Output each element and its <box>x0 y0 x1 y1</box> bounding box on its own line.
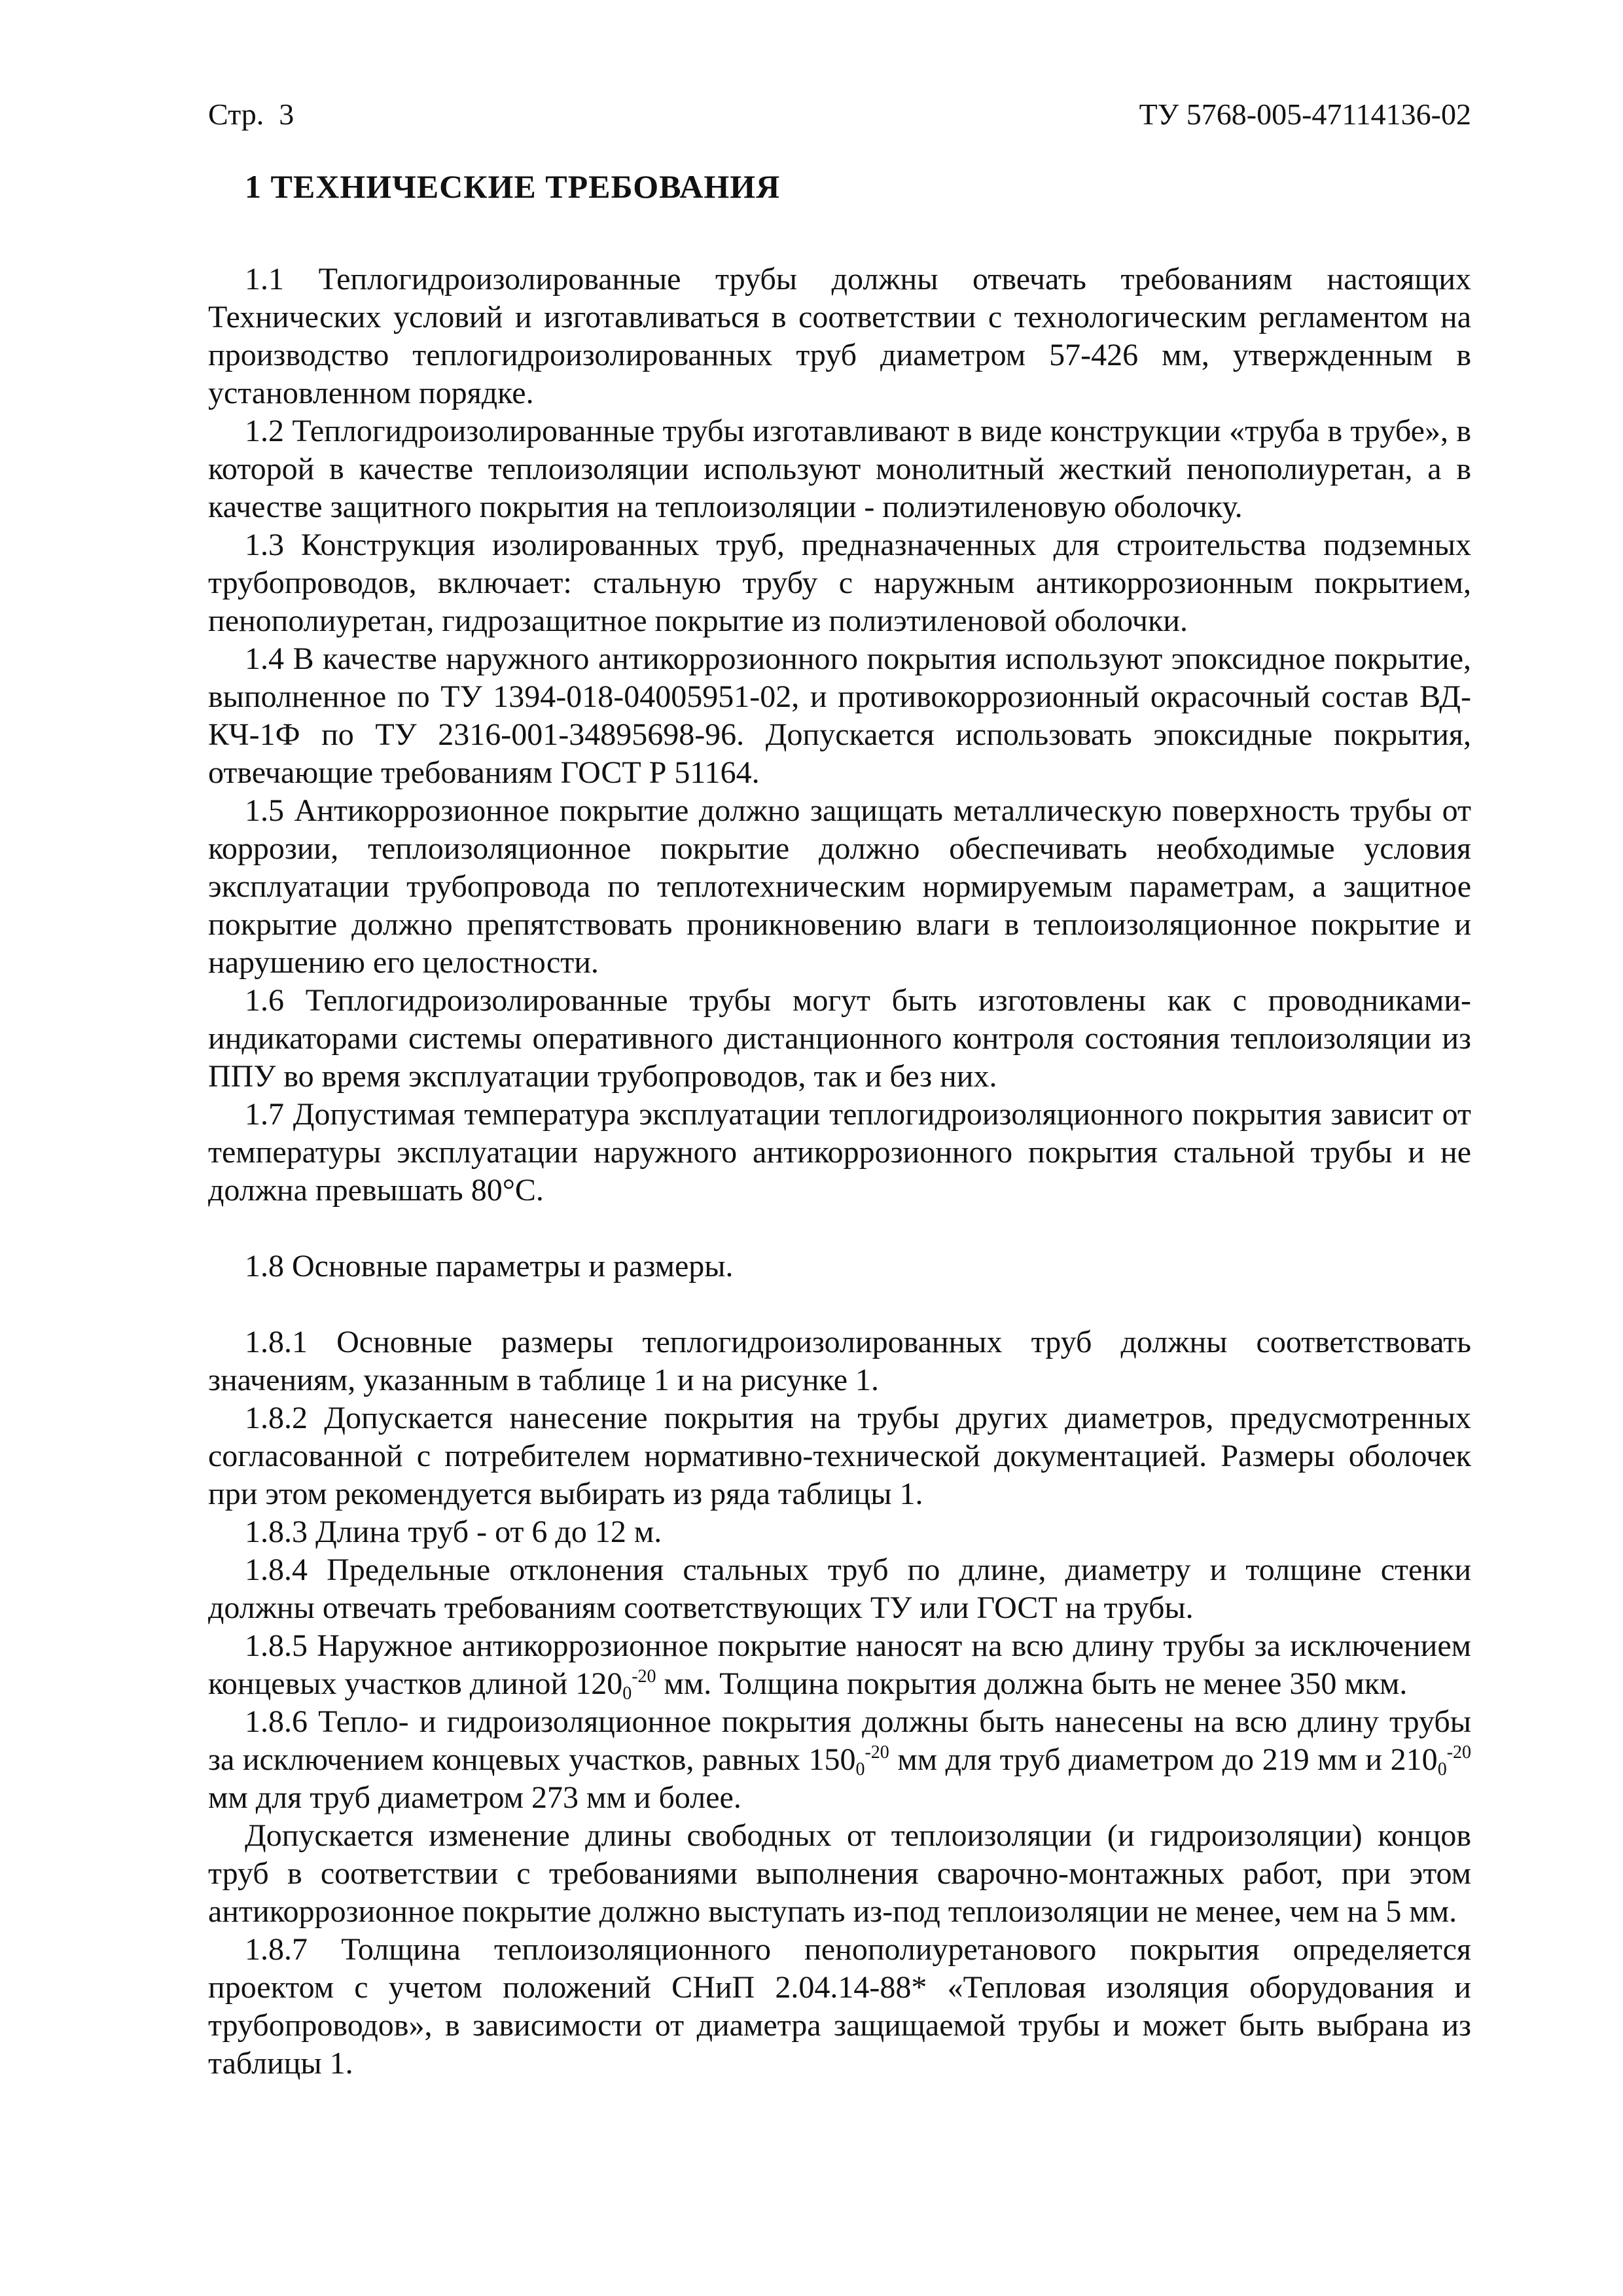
p186-text-3: мм для труб диаметром 273 мм и более. <box>208 1780 741 1815</box>
paragraph-1-5: 1.5 Антикоррозионное покрытие должно защищать металлическую поверхность трубы от коррозии, теплоизоляционное покрытие должно обеспечивать необходимые условия эксплуатации трубопровода по теплотехническим нормируемым параметрам, а защитное покрытие должно препятствовать проникновению влаги в теплоизоляционное покрытие и нарушению его целостности. <box>208 793 1471 980</box>
paragraph-1-8: 1.8 Основные параметры и размеры. <box>245 1249 734 1283</box>
page-number-label <box>208 92 294 137</box>
paragraph-1-8-3: 1.8.3 Длина труб - от 6 до 12 м. <box>245 1515 662 1549</box>
p186-subscript-2: 0 <box>1437 1759 1447 1780</box>
p185-superscript: -20 <box>632 1666 656 1687</box>
paragraph-1-8-7: 1.8.7 Толщина теплоизоляционного пенополиуретанового покрытия определяется проектом с учетом положений СНиП 2.04.14-88* «Тепловая изоляция оборудования и трубопроводов», в зависимости от диаметра защищаемой трубы и может быть выбрана из таблицы 1. <box>208 1932 1471 2081</box>
page-header <box>208 92 1471 137</box>
p185-text-after: мм. Толщина покрытия должна быть не менее 350 мкм. <box>656 1666 1408 1701</box>
p186-text-2: мм для труб диаметром до 219 мм и 210 <box>889 1742 1438 1777</box>
document-code: ТУ 5768-005-47114136-02 <box>1139 98 1471 131</box>
paragraph-1-6: 1.6 Теплогидроизолированные трубы могут быть изготовлены как с проводниками-индикаторами системы оперативного дистанционного контроля состояния теплоизоляции из ППУ во время эксплуатации трубопроводов, так и без них. <box>208 983 1471 1094</box>
paragraph-1-3: 1.3 Конструкция изолированных труб, предназначенных для строительства подземных трубопроводов, включает: стальную трубу с наружным антикоррозионным покрытием, пенополиуретан, гидрозащитное покрытие из полиэтиленовой оболочки. <box>208 528 1471 638</box>
p185-text-before: 1.8.5 Наружное антикоррозионное покрытие наносят на всю длину трубы за исключением концевых участков длиной 120 <box>208 1628 1471 1701</box>
paragraph-1-1: 1.1 Теплогидроизолированные трубы должны отвечать требованиям настоящих Технических условий и изготавливаться в соответствии с технологическим регламентом на производство теплогидроизолированных труб диаметром 57-426 мм, утвержденным в установленном порядке. <box>208 262 1471 410</box>
paragraph-1-8-1: 1.8.1 Основные размеры теплогидроизолированных труб должны соответствовать значениям, указанным в таблице 1 и на рисунке 1. <box>208 1325 1471 1397</box>
paragraph-1-2: 1.2 Теплогидроизолированные трубы изготавливают в виде конструкции «труба в трубе», в которой в качестве теплоизоляции используют монолитный жесткий пенополиуретан, а в качестве защитного покрытия на теплоизоляции - полиэтиленовую оболочку. <box>208 414 1471 524</box>
p186-superscript-2: -20 <box>1446 1742 1472 1763</box>
page-number: 3 <box>279 98 294 131</box>
page-label: Стр. <box>208 98 264 131</box>
p186-text-1: 1.8.6 Тепло- и гидроизоляционное покрытия должны быть нанесены на всю длину трубы за исключением концевых участков, равных 150 <box>208 1704 1471 1777</box>
p186-superscript-1: -20 <box>865 1742 889 1763</box>
paragraph-1-7: 1.7 Допустимая температура эксплуатации теплогидроизоляционного покрытия зависит от температуры эксплуатации наружного антикоррозионного покрытия стальной трубы и не должна превышать 80°С. <box>208 1097 1471 1208</box>
section-title: 1 ТЕХНИЧЕСКИЕ ТРЕБОВАНИЯ <box>245 168 781 205</box>
paragraph-1-8-4: 1.8.4 Предельные отклонения стальных труб по длине, диаметру и толщине стенки должны отвечать требованиям соответствующих ТУ или ГОСТ на трубы. <box>208 1552 1471 1625</box>
document-body <box>208 164 1471 2083</box>
p185-subscript: 0 <box>622 1683 632 1704</box>
paragraph-1-4: 1.4 В качестве наружного антикоррозионного покрытия используют эпоксидное покрытие, выполненное по ТУ 1394-018-04005951-02, и противокоррозионный окрасочный состав ВД-КЧ-1Ф по ТУ 2316-001-34895698-96. Допускается использовать эпоксидные покрытия, отвечающие требованиям ГОСТ Р 51164. <box>208 641 1471 790</box>
paragraph-1-8-6-continued: Допускается изменение длины свободных от теплоизоляции (и гидроизоляции) концов труб в соответствии с требованиями выполнения сварочно-монтажных работ, при этом антикоррозионное покрытие должно выступать из-под теплоизоляции не менее, чем на 5 мм. <box>208 1818 1471 1929</box>
p186-subscript-1: 0 <box>855 1759 865 1780</box>
paragraph-1-8-6 <box>208 1703 1471 1817</box>
paragraph-1-8-2: 1.8.2 Допускается нанесение покрытия на трубы других диаметров, предусмотренных согласованной с потребителем нормативно-технической документацией. Размеры оболочек при этом рекомендуется выбирать из ряда таблицы 1. <box>208 1401 1471 1511</box>
paragraph-1-8-5 <box>208 1627 1471 1703</box>
